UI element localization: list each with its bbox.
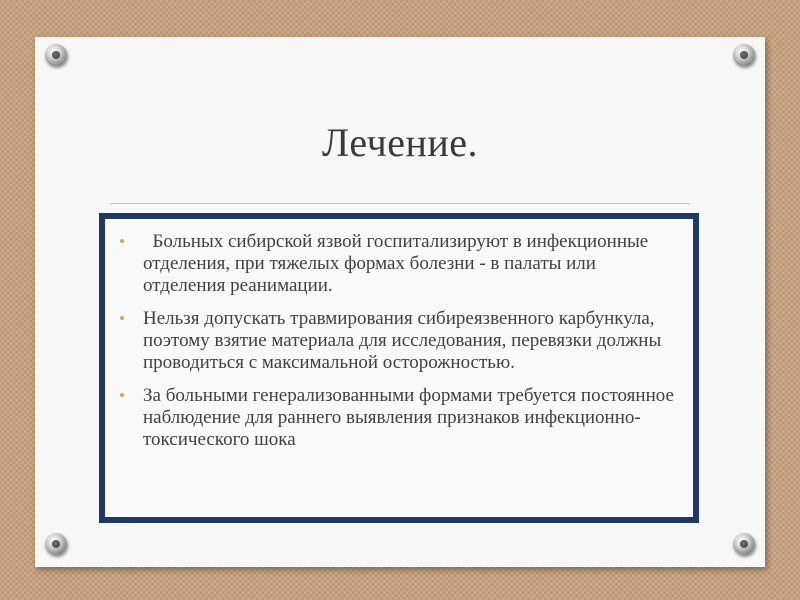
bullet-text: За больными генерализованными формами требуется постоянное наблюдение для раннего выявления признаков инфекционно-токсического шока xyxy=(143,385,674,450)
bullet-icon: • xyxy=(119,386,125,405)
pin-icon xyxy=(45,44,67,66)
bullet-text: Больных сибирской язвой госпитализируют в инфекционные отделения, при тяжелых формах болезни - в палаты или отделения реанимации. xyxy=(143,231,653,296)
bullet-text: Нельзя допускать травмирования сибиреязвенного карбункула, поэтому взятие материала для исследования, перевязки должны проводиться с максимальной осторожностью. xyxy=(143,308,662,373)
slide-title: Лечение. xyxy=(321,120,479,165)
bullet-item xyxy=(117,308,679,374)
title-divider xyxy=(110,203,690,204)
content-frame xyxy=(99,213,699,523)
slide xyxy=(35,37,765,567)
bullet-item xyxy=(117,231,679,297)
pin-icon xyxy=(733,44,755,66)
bullet-icon: • xyxy=(119,232,125,251)
pin-icon xyxy=(733,533,755,555)
bullet-item xyxy=(117,385,679,451)
pin-icon xyxy=(45,533,67,555)
bullet-list xyxy=(105,219,693,451)
bullet-icon: • xyxy=(119,309,125,328)
